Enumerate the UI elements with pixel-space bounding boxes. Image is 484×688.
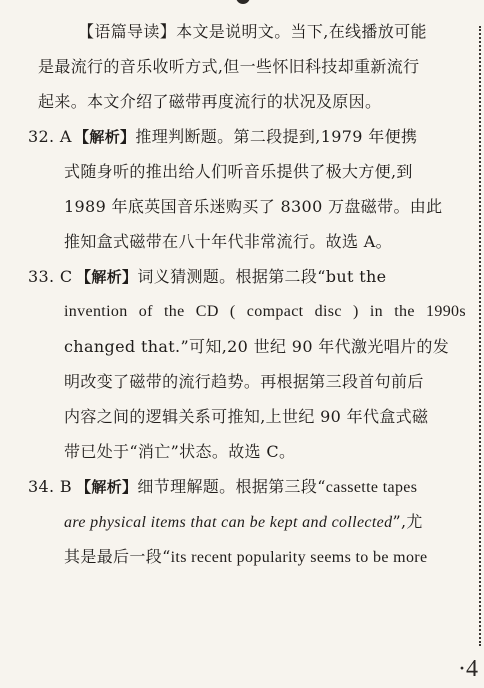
q32-line-4 [38, 224, 466, 259]
q33-text-3: changed that.”可知,20 世纪 90 年代激光唱片的发 [64, 337, 450, 356]
guide-text-1: 本文是说明文。当下,在线播放可能 [176, 22, 427, 41]
answer-content [28, 14, 466, 574]
q34-text-2a: are physical items that can be kept and collected [64, 514, 393, 531]
guide-label: 【语篇导读】 [78, 22, 177, 41]
q32-text-4: 推知盒式磁带在八十年代非常流行。故选 A。 [64, 232, 392, 251]
q33-line-3 [38, 329, 466, 364]
q32-line-3 [38, 189, 466, 224]
page-number [458, 656, 478, 683]
guide-text-3: 起来。本文介绍了磁带再度流行的状况及原因。 [38, 92, 382, 111]
q32-line-1 [28, 119, 466, 154]
q33-line-1 [28, 259, 466, 294]
guide-line-1 [38, 14, 466, 49]
q32-text-1: 推理判断题。第二段提到,1979 年便携 [135, 127, 418, 146]
q33-text-4: 明改变了磁带的流行趋势。再根据第三段首句前后 [64, 372, 424, 391]
page-edge-dotted-line [479, 26, 481, 646]
q34-line-2 [38, 504, 466, 539]
guide-line-2 [38, 49, 466, 84]
q33-line-4 [38, 364, 466, 399]
q33-text-6: 带已处于“消亡”状态。故选 C。 [64, 442, 296, 461]
q33-line-6 [38, 434, 466, 469]
q34-line-3 [38, 539, 466, 574]
q34-tag: 【解析】 [76, 478, 138, 496]
q34-line-1 [28, 469, 466, 504]
q34-text-3a: 其是最后一段“ [64, 547, 171, 566]
q33-text-2: invention of the CD ( compact disc ) in the 1990s [64, 303, 466, 320]
q33-tag: 【解析】 [76, 268, 138, 286]
q34-text-2b: ”,尤 [392, 512, 423, 531]
page-number-value: 4 [466, 656, 478, 682]
guide-line-3 [38, 84, 466, 119]
q34-number: 34. B [28, 477, 73, 496]
q33-line-2 [38, 294, 466, 329]
q34-text-3b: its recent popularity seems to be more [170, 549, 428, 566]
q33-text-1: 词义猜测题。根据第二段“but the [137, 267, 387, 286]
q33-line-5 [38, 399, 466, 434]
q32-number: 32. A [28, 127, 72, 146]
q32-line-2 [38, 154, 466, 189]
q33-text-5: 内容之间的逻辑关系可推知,上世纪 90 年代盒式磁 [64, 407, 429, 426]
q32-text-2: 式随身听的推出给人们听音乐提供了极大方便,到 [64, 162, 413, 181]
q33-number: 33. C [28, 267, 73, 286]
q34-text-1a: 细节理解题。根据第三段“ [137, 477, 326, 496]
q32-tag: 【解析】 [74, 128, 136, 146]
page-number-dot: · [458, 656, 466, 682]
q32-text-3: 1989 年底英国音乐迷购买了 8300 万盘磁带。由此 [64, 197, 443, 216]
guide-text-2: 是最流行的音乐收听方式,但一些怀旧科技却重新流行 [38, 57, 420, 76]
q34-text-1b: cassette tapes [325, 479, 418, 496]
binding-mark [236, 0, 250, 4]
